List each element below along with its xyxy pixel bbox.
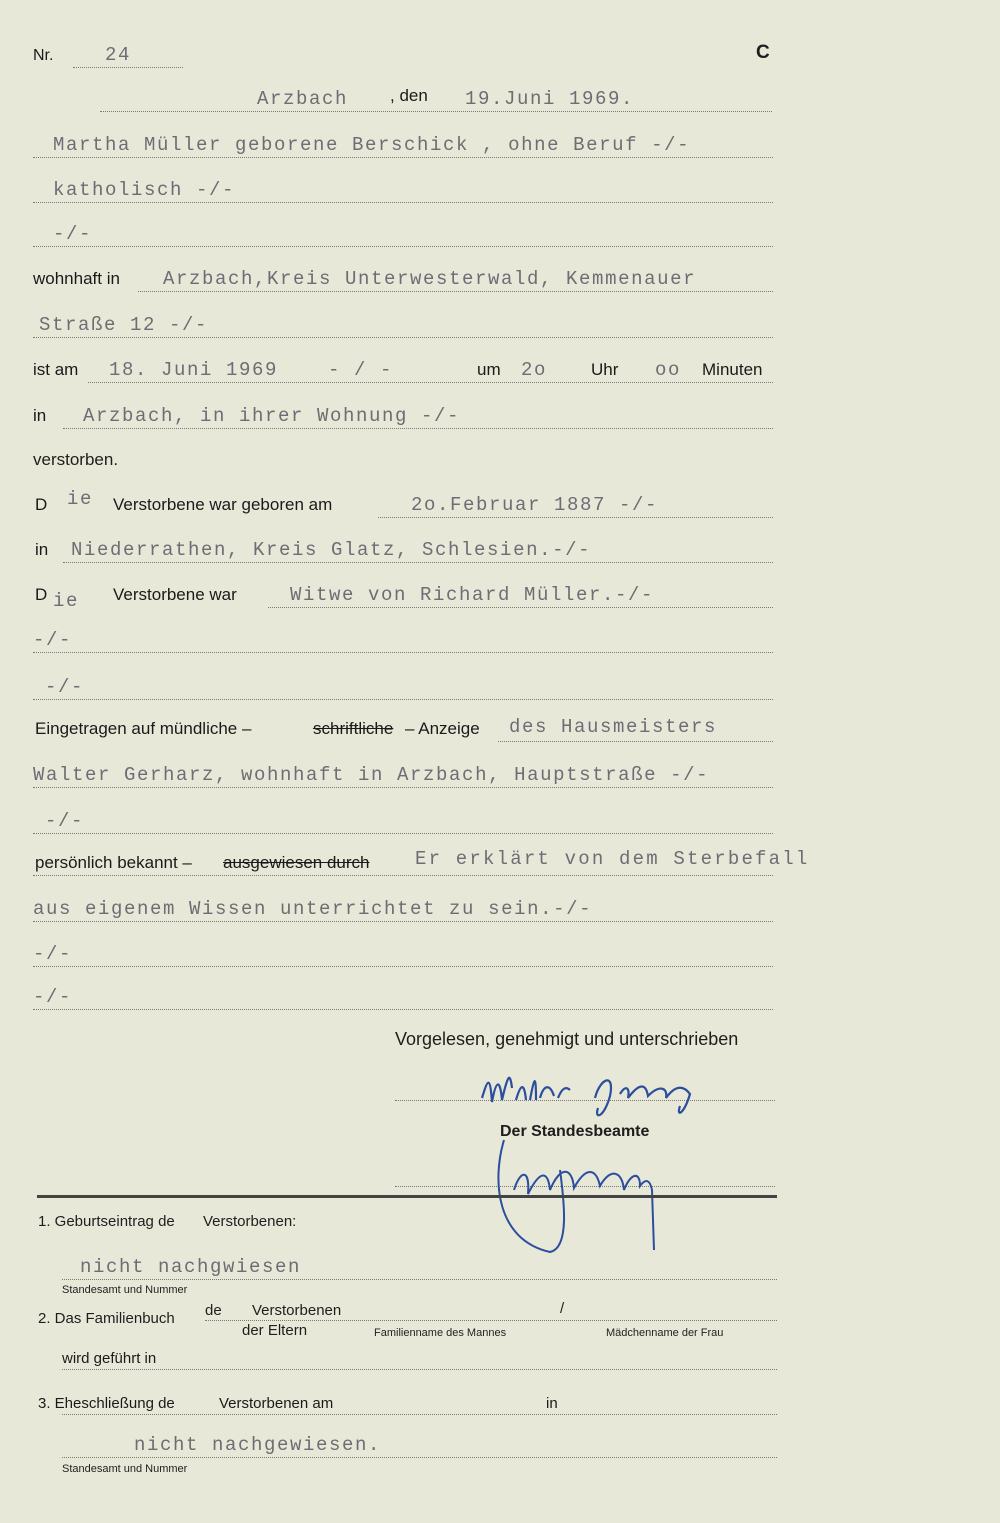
reporter-value: des Hausmeisters: [509, 716, 718, 738]
footer-item-3-label-b: Verstorbenen am: [219, 1395, 334, 1412]
minuten-label: Minuten: [702, 360, 763, 379]
dotted-line: [73, 67, 183, 68]
dotted-line: [268, 607, 773, 608]
birth-d-label: D: [35, 495, 48, 514]
report-label-struck: schriftliche: [313, 719, 394, 738]
known-label: persönlich bekannt –: [35, 853, 192, 872]
birth-place-value: Niederrathen, Kreis Glatz, Schlesien.-/-: [71, 539, 592, 561]
footer-item-3-row: [38, 1385, 777, 1415]
report-line-3: [33, 804, 773, 834]
um-label: um: [477, 360, 501, 379]
document-date: 19.Juni 1969.: [465, 88, 635, 110]
death-date-row: [33, 353, 773, 383]
status-line-3-value: -/-: [45, 676, 85, 698]
report-label-a: Eingetragen auf mündliche –: [35, 719, 252, 738]
residence-value-1: Arzbach,Kreis Unterwesterwald, Kemmenauer: [163, 268, 697, 290]
dotted-line: [62, 1457, 777, 1458]
footer-item-2-caption-2: Mädchenname der Frau: [606, 1327, 724, 1339]
dotted-line: [62, 1414, 777, 1415]
nr-value: 24: [105, 44, 132, 66]
footer-item-2-slash: /: [560, 1300, 565, 1317]
footer-item-2-gefuehrt: wird geführt in: [62, 1350, 157, 1367]
dotted-line: [33, 246, 773, 247]
marriage-value: nicht nachgewiesen.: [134, 1434, 382, 1456]
report-line-4: [33, 937, 773, 967]
declaration-line-2: [33, 892, 773, 922]
dotted-line: [62, 1279, 777, 1280]
verstorben-label: verstorben.: [33, 450, 119, 469]
birth-entry-value: nicht nachgwiesen: [80, 1256, 302, 1278]
death-minutes-value: oo: [655, 359, 682, 381]
footer-item-1-text: 1. Geburtseintrag de: [38, 1213, 175, 1230]
footer-item-2-de: de: [205, 1302, 222, 1319]
residence-value-2: Straße 12 -/-: [39, 314, 209, 336]
approval-text: Vorgelesen, genehmigt und unterschrieben: [395, 1029, 739, 1049]
person-line-3: [33, 217, 773, 247]
dotted-line: [88, 382, 773, 383]
birth-article: ie: [67, 488, 94, 510]
known-struck-label: ausgewiesen durch: [223, 853, 370, 872]
status-line-2-value: -/-: [33, 629, 73, 651]
footer-item-1-caption: Standesamt und Nummer: [62, 1284, 188, 1296]
uhr-label: Uhr: [591, 360, 619, 379]
in-label: in: [33, 406, 47, 425]
dotted-line: [33, 157, 773, 158]
form-letter: C: [756, 42, 770, 63]
reporter-signature: [470, 1058, 710, 1128]
section-divider: [37, 1195, 777, 1198]
footer-item-3-value-row: [62, 1428, 777, 1458]
dotted-line: [62, 1369, 777, 1370]
status-line-3: [33, 670, 773, 700]
death-place-row: [33, 399, 773, 429]
birth-place-row: [33, 533, 773, 563]
dotted-line: [33, 833, 773, 834]
birth-in-label: in: [35, 540, 49, 559]
dotted-line: [33, 337, 773, 338]
footer-item-2-eltern: der Eltern: [242, 1322, 308, 1339]
person-line-3-value: -/-: [53, 223, 93, 245]
footer-item-1-label: [38, 1213, 296, 1230]
nr-label: Nr.: [33, 47, 54, 64]
death-date-value: 18. Juni 1969: [109, 359, 279, 381]
status-value: Witwe von Richard Müller.-/-: [290, 584, 655, 606]
person-line-1: [33, 128, 773, 158]
report-label-b: – Anzeige: [405, 719, 480, 738]
place-date-row: [100, 82, 772, 112]
report-row: [33, 712, 773, 742]
status-d-label: D: [35, 585, 48, 604]
status-article: ie: [53, 590, 80, 612]
footer-item-1-row: [62, 1250, 777, 1280]
dotted-line: [33, 699, 773, 700]
footer-item-1-text-b: Verstorbenen:: [202, 1213, 297, 1230]
dotted-line: [63, 428, 773, 429]
footer-item-3-caption: Standesamt und Nummer: [62, 1463, 188, 1475]
death-date-dash: - / -: [328, 359, 394, 381]
place-value: Arzbach: [257, 88, 349, 110]
dotted-line: [33, 875, 773, 876]
den-label: , den: [390, 86, 428, 105]
dotted-line: [63, 562, 773, 563]
footer-item-2-label: 2. Das Familienbuch: [38, 1310, 175, 1327]
status-row: [33, 578, 773, 612]
dotted-line: [378, 517, 773, 518]
report-line-5-value: -/-: [33, 986, 73, 1008]
birth-date-value: 2o.Februar 1887 -/-: [411, 494, 659, 516]
status-label: Verstorbene war: [113, 585, 237, 604]
dotted-line: [33, 966, 773, 967]
dotted-line: [33, 1009, 773, 1010]
death-hour-value: 2o: [521, 359, 548, 381]
residence-label: wohnhaft in: [33, 269, 120, 288]
dotted-line: [138, 291, 773, 292]
status-line-2: [33, 623, 773, 653]
birth-date-row: [33, 488, 773, 518]
residence-line-1: [33, 262, 773, 292]
dotted-line: [100, 111, 772, 112]
dotted-line: [205, 1320, 777, 1321]
declaration-value-1: Er erklärt von dem Sterbefall: [415, 848, 810, 870]
number-row: [33, 40, 183, 68]
dotted-line: [498, 741, 773, 742]
report-line-5: [33, 980, 773, 1010]
footer-item-3-label: 3. Eheschließung de: [38, 1395, 175, 1412]
declaration-value-2: aus eigenem Wissen unterrichtet zu sein.-/-: [33, 898, 593, 920]
registrar-title: Der Standesbeamte: [500, 1123, 650, 1140]
birth-label: Verstorbene war geboren am: [113, 495, 333, 514]
person-line-2: [33, 173, 773, 203]
footer-item-2-caption-1: Familienname des Mannes: [374, 1327, 507, 1339]
footer-item-2-verst: Verstorbenen: [252, 1302, 342, 1319]
report-line-3-value: -/-: [45, 810, 85, 832]
footer-item-2-row: [62, 1340, 777, 1370]
reporter-detail-value: Walter Gerharz, wohnhaft in Arzbach, Hauptstraße -/-: [33, 764, 710, 786]
person-name-value: Martha Müller geborene Berschick , ohne Beruf -/-: [53, 134, 691, 156]
residence-line-2: [33, 308, 773, 338]
report-line-2: [33, 758, 773, 788]
report-line-4-value: -/-: [33, 943, 73, 965]
identity-row: [33, 846, 813, 876]
dotted-line: [33, 652, 773, 653]
dotted-line: [33, 787, 773, 788]
dotted-line: [33, 202, 773, 203]
footer-item-3-in: in: [546, 1395, 558, 1412]
ist-am-label: ist am: [33, 360, 79, 379]
death-place-value: Arzbach, in ihrer Wohnung -/-: [83, 405, 461, 427]
religion-value: katholisch -/-: [53, 179, 236, 201]
dotted-line: [33, 921, 773, 922]
